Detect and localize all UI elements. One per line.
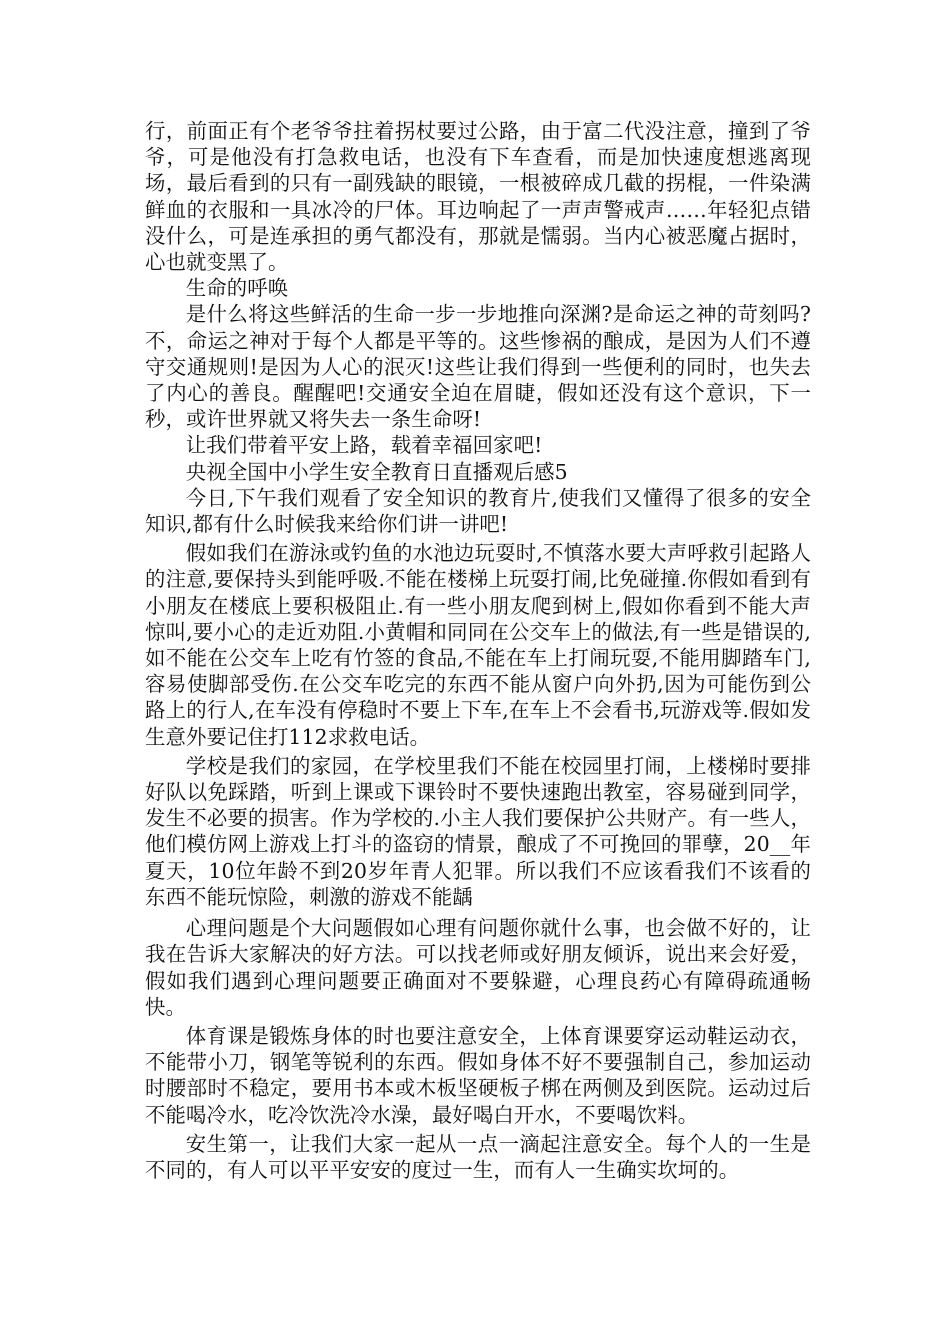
paragraph-continuation: 行，前面正有个老爷爷拄着拐杖要过公路，由于富二代没注意，撞到了爷爷，可是他没有打急救电话，也没有下车查看，而是加快速度想逃离现场，最后看到的只有一副残缺的眼镜，一根被碎成几截的拐棍，一件染满鲜血的衣服和一具冰冷的尸体。耳边响起了一声声警戒声……年轻犯点错没什么，可是连承担的勇气都没有，那就是懦弱。当内心被恶魔占据时，心也就变黑了。 (145, 119, 811, 275)
document-body (145, 118, 811, 1183)
paragraph-safe-home: 让我们带着平安上路，载着幸福回家吧! (185, 433, 543, 458)
article-title: 央视全国中小学生安全教育日直播观后感5 (185, 459, 568, 484)
paragraph-fate: 是什么将这些鲜活的生命一步一步地推向深渊?是命运之神的苛刻吗?不，命运之神对于每个人都是平等的。这些惨祸的酿成，是因为人们不遵守交通规则!是因为人心的泯灭!这些让我们得到一些便利的同时，也失去了内心的善良。醒醒吧!交通安全迫在眉睫，假如还没有这个意识，下一秒，或许世界就又将失去一条生命呀! (145, 302, 811, 432)
paragraph-psychology: 心理问题是个大问题假如心理有问题你就什么事，也会做不好的，让我在告诉大家解决的好方法。可以找老师或好朋友倾诉，说出来会好爱，假如我们遇到心理问题要正确面对不要躲避，心理良药心有障碍疏通畅快。 (145, 916, 811, 1019)
section-heading-life-call: 生命的呼唤 (185, 276, 289, 301)
paragraph-safety-first: 安生第一，让我们大家一起从一点一滴起注意安全。每个人的一生是不同的，有人可以平平安安的度过一生，而有人一生确实坎坷的。 (145, 1131, 811, 1182)
paragraph-pe-class: 体育课是锻炼身体的时也要注意安全，上体育课要穿运动鞋运动衣，不能带小刀，钢笔等锐利的东西。假如身体不好不要强制自己，参加运动时腰部时不稳定，要用书本或木板坚硬板子梆在两侧及到医院。运动过后不能喝冷水，吃冷饮洗冷水澡，最好喝白开水，不要喝饮料。 (145, 1023, 811, 1127)
paragraph-school: 学校是我们的家园，在学校里我们不能在校园里打闹，上楼梯时要排好队以免踩踏，听到上课或下课铃时不要快速跑出教室，容易碰到同学，发生不必要的损害。作为学校的.小主人我们要保护公共财产。有一些人，他们模仿网上游戏上打斗的盗窃的情景，酿成了不可挽回的罪孽，20__年夏天，10位年龄不到20岁年青人犯罪。所以我们不应该看我们不该看的东西不能玩惊险，刺激的游戏不能龋 (145, 753, 811, 909)
paragraph-water-safety: 假如我们在游泳或钓鱼的水池边玩耍时,不慎落水要大声呼救引起路人的注意,要保持头到能呼吸.不能在楼梯上玩耍打闹,比免碰撞.你假如看到有小朋友在楼底上要积极阻止.有一些小朋友爬到树上,假如你看到不能大声惊叫,要小心的走近劝阻.小黄帽和同同在公交车上的做法,有一些是错误的,如不能在公交车上吃有竹签的食品,不能在车上打闹玩耍,不能用脚踏车门,容易使脚部受伤.在公交车吃完的东西不能从窗户向外扔,因为可能伤到公路上的行人,在车没有停稳时不要上下车,在车上不会看书,玩游戏等.假如发生意外要记住打112求救电话。 (145, 541, 811, 749)
paragraph-intro: 今日,下午我们观看了安全知识的教育片,使我们又懂得了很多的安全知识,都有什么时候我来给你们讲一讲吧! (145, 485, 811, 537)
